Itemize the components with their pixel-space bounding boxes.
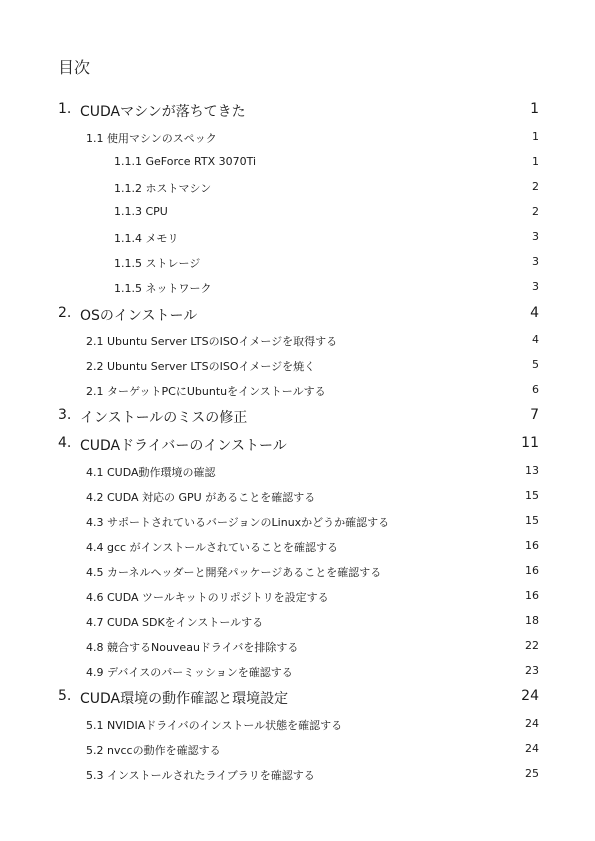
toc-entry-page-number: 2	[532, 180, 539, 193]
toc-entry-level1[interactable]	[0, 686, 595, 708]
toc-entry-page-number: 3	[532, 255, 539, 268]
toc-entry-label: 4.6 CUDA ツールキットのリポジトリを設定する	[86, 591, 329, 604]
toc-title: 目次	[58, 58, 91, 77]
toc-entry-label: OSのインストール	[80, 308, 198, 324]
toc-entry-level3[interactable]	[0, 201, 595, 223]
toc-entry-page-number: 6	[532, 383, 539, 396]
toc-entry-label: 1.1.4 メモリ	[114, 232, 179, 245]
toc-entry-level2[interactable]	[0, 560, 595, 582]
toc-entry-level1[interactable]	[0, 303, 595, 325]
toc-entry-page-number: 4	[530, 305, 539, 321]
toc-entry-label: 4.4 gcc がインストールされていることを確認する	[86, 541, 339, 554]
toc-entry-level1[interactable]	[0, 433, 595, 455]
toc-entry-level2[interactable]	[0, 635, 595, 657]
toc-entry-number: 1.	[58, 101, 72, 117]
toc-entry-label: CUDAマシンが落ちてきた	[80, 104, 246, 120]
toc-entry-page-number: 24	[525, 742, 539, 755]
toc-entry-level2[interactable]	[0, 713, 595, 735]
toc-entry-label: 4.2 CUDA 対応の GPU があることを確認する	[86, 491, 316, 504]
toc-entry-level3[interactable]	[0, 251, 595, 273]
toc-entry-number: 3.	[58, 407, 72, 423]
toc-entry-level2[interactable]	[0, 535, 595, 557]
toc-entry-page-number: 16	[525, 539, 539, 552]
toc-entry-level2[interactable]	[0, 379, 595, 401]
toc-entry-level2[interactable]	[0, 610, 595, 632]
toc-entry-label: CUDA環境の動作確認と環境設定	[80, 691, 289, 707]
toc-entry-page-number: 15	[525, 514, 539, 527]
toc-entry-page-number: 2	[532, 205, 539, 218]
toc-entry-page-number: 16	[525, 564, 539, 577]
toc-entry-number: 2.	[58, 305, 72, 321]
toc-entry-level2[interactable]	[0, 460, 595, 482]
toc-entry-label: 4.9 デバイスのパーミッションを確認する	[86, 666, 293, 679]
toc-entry-page-number: 11	[521, 435, 539, 451]
toc-entry-label: 1.1.1 GeForce RTX 3070Ti	[114, 155, 257, 168]
toc-entry-label: 4.8 競合するNouveauドライバを排除する	[86, 641, 299, 654]
toc-entry-level1[interactable]	[0, 405, 595, 427]
toc-entry-page-number: 1	[530, 101, 539, 117]
toc-entry-number: 4.	[58, 435, 72, 451]
toc-entry-level2[interactable]	[0, 126, 595, 148]
toc-entry-level2[interactable]	[0, 485, 595, 507]
toc-entry-page-number: 7	[530, 407, 539, 423]
toc-entry-page-number: 13	[525, 464, 539, 477]
toc-entry-label: 2.1 ターゲットPCにUbuntuをインストールする	[86, 385, 326, 398]
toc-entry-level3[interactable]	[0, 276, 595, 298]
toc-entry-page-number: 1	[532, 155, 539, 168]
toc-entry-label: 2.1 Ubuntu Server LTSのISOイメージを取得する	[86, 335, 338, 348]
toc-entry-page-number: 24	[525, 717, 539, 730]
toc-entry-label: 1.1.3 CPU	[114, 205, 168, 218]
toc-entry-label: 4.3 サポートされているバージョンのLinuxかどうか確認する	[86, 516, 390, 529]
toc-entry-label: 1.1 使用マシンのスペック	[86, 132, 217, 145]
toc-entry-level2[interactable]	[0, 763, 595, 785]
toc-entry-level2[interactable]	[0, 660, 595, 682]
toc-entry-label: 1.1.5 ネットワーク	[114, 282, 212, 295]
toc-entry-page-number: 4	[532, 333, 539, 346]
toc-entry-page-number: 23	[525, 664, 539, 677]
toc-entry-label: 1.1.5 ストレージ	[114, 257, 201, 270]
toc-entry-level2[interactable]	[0, 510, 595, 532]
toc-entry-label: 4.5 カーネルヘッダーと開発パッケージあることを確認する	[86, 566, 382, 579]
toc-entry-label: インストールのミスの修正	[80, 410, 248, 426]
toc-entry-page-number: 25	[525, 767, 539, 780]
toc-entry-level3[interactable]	[0, 226, 595, 248]
toc-entry-label: 2.2 Ubuntu Server LTSのISOイメージを焼く	[86, 360, 316, 373]
toc-entry-label: 5.3 インストールされたライブラリを確認する	[86, 769, 315, 782]
toc-entry-page-number: 5	[532, 358, 539, 371]
toc-entry-level1[interactable]	[0, 99, 595, 121]
toc-entry-page-number: 1	[532, 130, 539, 143]
toc-entry-level3[interactable]	[0, 176, 595, 198]
toc-entry-label: CUDAドライバーのインストール	[80, 438, 287, 454]
toc-entry-page-number: 15	[525, 489, 539, 502]
toc-entry-label: 1.1.2 ホストマシン	[114, 182, 212, 195]
toc-entry-level2[interactable]	[0, 738, 595, 760]
toc-entry-label: 5.2 nvccの動作を確認する	[86, 744, 221, 757]
toc-entry-label: 4.1 CUDA動作環境の確認	[86, 466, 216, 479]
toc-entry-number: 5.	[58, 688, 72, 704]
toc-entry-level3[interactable]	[0, 151, 595, 173]
toc-entry-label: 5.1 NVIDIAドライバのインストール状態を確認する	[86, 719, 343, 732]
toc-entry-page-number: 3	[532, 280, 539, 293]
toc-entry-level2[interactable]	[0, 585, 595, 607]
toc-entry-label: 4.7 CUDA SDKをインストールする	[86, 616, 264, 629]
toc-entry-page-number: 16	[525, 589, 539, 602]
toc-entry-level2[interactable]	[0, 354, 595, 376]
toc-entry-page-number: 24	[521, 688, 539, 704]
toc-entry-page-number: 3	[532, 230, 539, 243]
toc-entry-level2[interactable]	[0, 329, 595, 351]
toc-entry-page-number: 22	[525, 639, 539, 652]
toc-entry-page-number: 18	[525, 614, 539, 627]
